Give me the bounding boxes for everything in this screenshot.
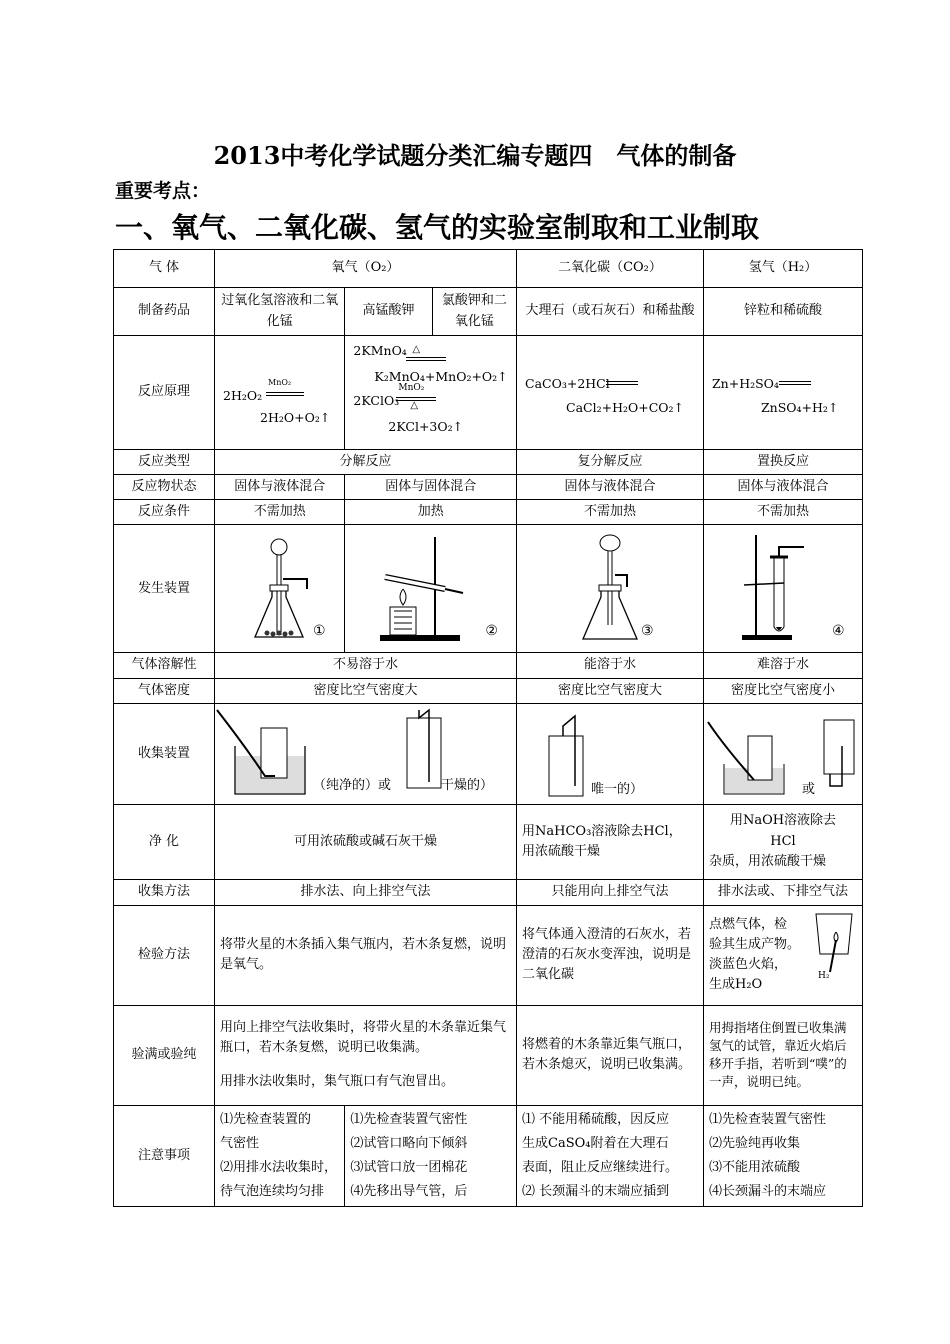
equation-h2o2 <box>215 336 345 450</box>
apparatus-4 <box>704 525 863 653</box>
cell: 密度比空气密度大 <box>517 678 704 703</box>
cell: 可用浓硫酸或碱石灰干燥 <box>215 804 517 879</box>
apparatus-1 <box>215 525 345 653</box>
cell: 固体与液体混合 <box>215 475 345 500</box>
row-label: 制备药品 <box>114 288 215 336</box>
cell: 不易溶于水 <box>215 653 517 678</box>
gas-preparation-table <box>113 249 863 1207</box>
text-line: HCl <box>770 833 796 849</box>
cell: 不需加热 <box>215 500 345 525</box>
text-line: 用浓硫酸干燥 <box>522 843 601 859</box>
table-row <box>114 1005 863 1105</box>
notes-h2 <box>704 1105 863 1206</box>
cell: 置换反应 <box>704 450 863 475</box>
eq-left: CaCO₃+2HCl <box>525 375 610 391</box>
note-line: ⑵ 长颈漏斗的末端应插到 <box>522 1183 670 1199</box>
text-line: 验其生成产物。 <box>709 937 801 953</box>
eq-catalyst: MnO₂ <box>398 382 425 393</box>
equation-caco3 <box>517 336 704 450</box>
row-label: 反应条件 <box>114 500 215 525</box>
cell: 不需加热 <box>517 500 704 525</box>
eq-sign <box>406 357 446 361</box>
cell: 用拇指堵住倒置已收集满氢气的试管，靠近火焰后移开手指，若听到“噗”的一声，说明已纯。 <box>704 1005 863 1105</box>
note-line: ⑴先检查装置气密性 <box>709 1111 827 1127</box>
table-row <box>114 525 863 653</box>
note-line: ⑵试管口略向下倾斜 <box>350 1135 468 1151</box>
cell: 排水法或、下排空气法 <box>704 879 863 905</box>
cell: 锌粒和稀硫酸 <box>704 288 863 336</box>
cell <box>517 804 704 879</box>
row-label: 验满或验纯 <box>114 1005 215 1105</box>
row-label: 收集装置 <box>114 703 215 804</box>
note-line: 气密性 <box>220 1135 260 1151</box>
figure-number: ④ <box>832 623 845 640</box>
header-co2: 二氧化碳（CO₂） <box>517 250 704 288</box>
cell <box>704 804 863 879</box>
note-line: ⑴先检查装置气密性 <box>350 1111 468 1127</box>
cell: 密度比空气密度小 <box>704 678 863 703</box>
figure-number: ③ <box>641 623 654 640</box>
row-label: 气体溶解性 <box>114 653 215 678</box>
caption: （纯净的）或 <box>313 777 392 793</box>
eq-condition: △ <box>412 343 421 355</box>
table-row <box>114 500 863 525</box>
cell: 将燃着的木条靠近集气瓶口，若木条熄灭，说明已收集满。 <box>517 1005 704 1105</box>
cell: 大理石（或石灰石）和稀盐酸 <box>517 288 704 336</box>
row-label: 反应物状态 <box>114 475 215 500</box>
text-line: 生成H₂O <box>709 977 763 993</box>
caption: 干燥的） <box>441 777 494 793</box>
notes-co2 <box>517 1105 704 1206</box>
notes-o2-b <box>345 1105 517 1206</box>
row-label: 检验方法 <box>114 905 215 1005</box>
cell: 将气体通入澄清的石灰水，若澄清的石灰水变浑浊，说明是二氧化碳 <box>517 905 704 1005</box>
notes-o2-a <box>215 1105 345 1206</box>
flask-thistle-icon <box>517 527 703 651</box>
row-label: 气体密度 <box>114 678 215 703</box>
cell: 分解反应 <box>215 450 517 475</box>
eq-left: 2KMnO₄ <box>353 342 407 358</box>
note-line: 生成CaSO₄附着在大理石 <box>522 1135 669 1151</box>
cell: 固体与液体混合 <box>517 475 704 500</box>
row-label: 收集方法 <box>114 879 215 905</box>
figure-number: ② <box>485 623 498 640</box>
text-line: 淡蓝色火焰， <box>709 957 788 973</box>
table-row <box>114 653 863 678</box>
page-title: 2013中考化学试题分类汇编专题四 气体的制备 <box>213 141 737 170</box>
figure-label: H₂ <box>818 970 830 981</box>
table-row <box>114 804 863 879</box>
cell: 能溶于水 <box>517 653 704 678</box>
table-row <box>114 678 863 703</box>
table-row <box>114 1105 863 1206</box>
note-line: ⑵先验纯再收集 <box>709 1135 801 1151</box>
text-line: 杂质，用浓硫酸干燥 <box>709 853 827 869</box>
note-line: ⑷长颈漏斗的末端应 <box>709 1183 827 1199</box>
eq-left: 2H₂O₂ <box>223 387 263 403</box>
collect-h2 <box>704 703 863 804</box>
eq-right: K₂MnO₄+MnO₂+O₂↑ <box>374 368 508 384</box>
eq-right: 2KCl+3O₂↑ <box>388 418 464 434</box>
eq-right: ZnSO₄+H₂↑ <box>761 399 839 415</box>
note-line: 表面，阻止反应继续进行。 <box>522 1159 679 1175</box>
eq-catalyst: MnO₂ <box>268 377 292 387</box>
table-row <box>114 879 863 905</box>
cell: 只能用向上排空气法 <box>517 879 704 905</box>
downward-air-collection-icon <box>704 706 862 802</box>
section-heading: 一、氧气、二氧化碳、氢气的实验室制取和工业制取 <box>115 211 760 244</box>
cell: 复分解反应 <box>517 450 704 475</box>
row-label: 反应原理 <box>114 336 215 450</box>
cell: 氯酸钾和二氧化锰 <box>432 288 516 336</box>
cell <box>215 1005 517 1105</box>
table-row <box>114 288 863 336</box>
row-label: 发生装置 <box>114 525 215 653</box>
cell: 加热 <box>345 500 517 525</box>
eq-sign <box>606 381 638 385</box>
table-row <box>114 905 863 1005</box>
eq-sign <box>266 392 304 396</box>
cell: 过氧化氢溶液和二氧化锰 <box>215 288 345 336</box>
cell: 难溶于水 <box>704 653 863 678</box>
equation-zn <box>704 336 863 450</box>
collect-o2 <box>215 703 517 804</box>
note-line: ⑵用排水法收集时， <box>220 1159 338 1175</box>
caption: 或 <box>802 781 816 797</box>
cell: 固体与固体混合 <box>345 475 517 500</box>
table-row <box>114 450 863 475</box>
eq-condition: △ <box>410 399 419 411</box>
header-o2: 氧气（O₂） <box>215 250 517 288</box>
note-line: ⑷先移出导气管，后 <box>350 1183 468 1199</box>
text-para: 用排水法收集时，集气瓶口有气泡冒出。 <box>220 1074 455 1090</box>
eq-right: CaCl₂+H₂O+CO₂↑ <box>566 399 684 415</box>
cell <box>704 905 863 1005</box>
apparatus-3 <box>517 525 704 653</box>
cell: 固体与液体混合 <box>704 475 863 500</box>
eq-left: 2KClO₃ <box>353 392 400 408</box>
table-row <box>114 703 863 804</box>
table-row <box>114 250 863 288</box>
text-para: 用向上排空气法收集时，将带火星的木条靠近集气瓶口，若木条复燃，说明已收集满。 <box>220 1019 507 1056</box>
apparatus-2 <box>345 525 517 653</box>
eq-right: 2H₂O+O₂↑ <box>260 409 331 425</box>
cell: 不需加热 <box>704 500 863 525</box>
header-gas: 气 体 <box>114 250 215 288</box>
cell: 密度比空气密度大 <box>215 678 517 703</box>
cell: 高锰酸钾 <box>345 288 432 336</box>
note-line: ⑴先检查装置的 <box>220 1111 312 1127</box>
collect-co2 <box>517 703 704 804</box>
note-line: ⑶试管口放一团棉花 <box>350 1159 468 1175</box>
eq-left: Zn+H₂SO₄ <box>712 375 779 391</box>
eq-sign <box>779 381 811 385</box>
row-label: 反应类型 <box>114 450 215 475</box>
row-label: 注意事项 <box>114 1105 215 1206</box>
equation-kmno4-kclo3 <box>345 336 517 450</box>
subtitle: 重要考点： <box>115 180 211 202</box>
header-h2: 氢气（H₂） <box>704 250 863 288</box>
figure-number: ① <box>313 623 326 640</box>
text-line: 用NaOH溶液除去 <box>729 813 837 829</box>
cell: 排水法、向上排空气法 <box>215 879 517 905</box>
row-label: 净 化 <box>114 804 215 879</box>
table-row <box>114 336 863 450</box>
note-line: ⑶不能用浓硫酸 <box>709 1159 801 1175</box>
note-line: ⑴ 不能用稀硫酸，因反应 <box>522 1111 670 1127</box>
note-line: 待气泡连续均匀排 <box>220 1183 325 1199</box>
text-line: 点燃气体，检 <box>709 916 788 932</box>
text-line: 用NaHCO₃溶液除去HCl， <box>522 823 682 839</box>
caption: 唯一的） <box>591 781 644 797</box>
table-row <box>114 475 863 500</box>
beaker-flame-icon <box>808 910 858 980</box>
cell: 将带火星的木条插入集气瓶内，若木条复燃，说明是氧气。 <box>215 905 517 1005</box>
